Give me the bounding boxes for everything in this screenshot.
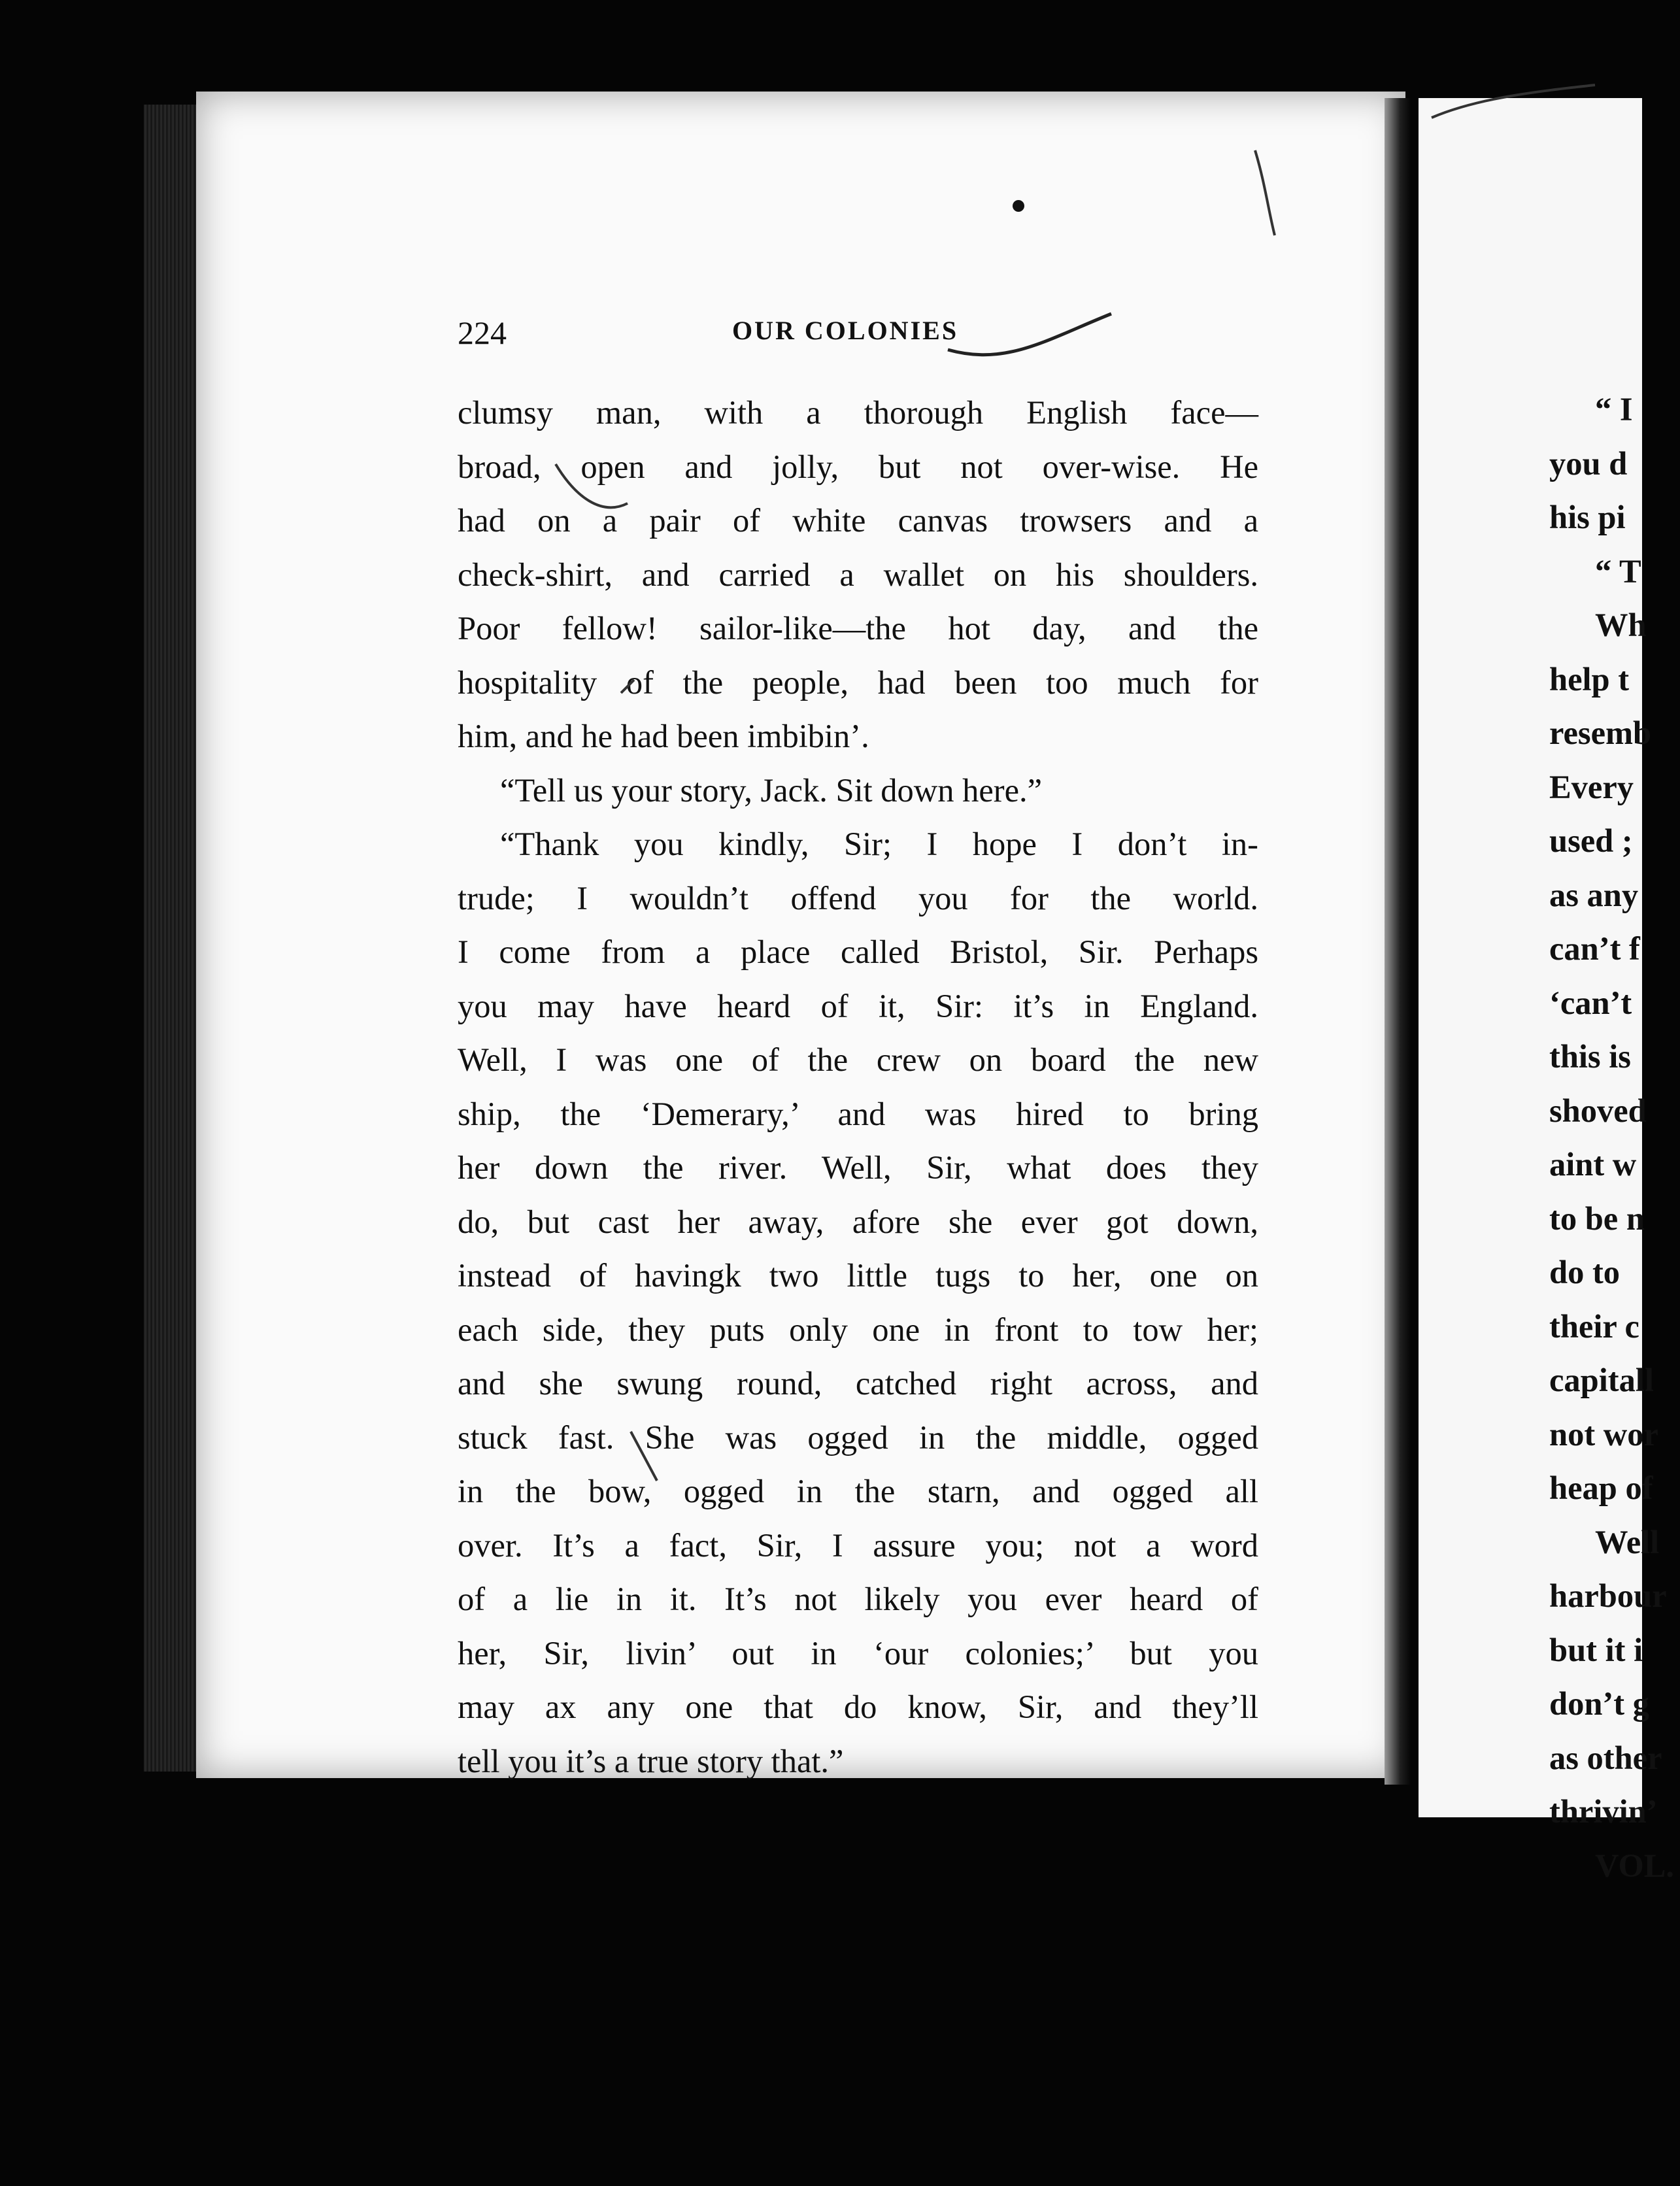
- fragment-line: as any: [1549, 876, 1639, 913]
- text-line: had on a pair of white canvas trowsers and a: [458, 502, 1258, 539]
- page-number: 224: [458, 314, 507, 351]
- fragment-line: can’t f: [1549, 930, 1640, 967]
- right-page-fragments: [1549, 382, 1680, 1892]
- text-line: her down the river. Well, Sir, what does they: [458, 1149, 1258, 1186]
- text-line: over. It’s a fact, Sir, I assure you; not a word: [458, 1526, 1258, 1564]
- text-line: “Thank you kindly, Sir; I hope I don’t in-: [500, 826, 1258, 862]
- text-line: may ax any one that do know, Sir, and they’ll: [458, 1689, 1258, 1725]
- fragment-line: used ;: [1549, 822, 1633, 859]
- fragment-line: heap of: [1549, 1470, 1653, 1506]
- fragment-line: their c: [1549, 1307, 1639, 1345]
- left-page-body: [458, 386, 1258, 1788]
- fragment-line: help t: [1549, 660, 1630, 698]
- text-line: hospitality of the people, had been too much for: [458, 664, 1258, 701]
- fragment-line: shoved: [1549, 1092, 1647, 1129]
- text-line: broad, open and jolly, but not over-wise. He: [458, 448, 1258, 485]
- fragment-line: ‘can’t: [1549, 984, 1632, 1021]
- fragment-line: but it i: [1549, 1631, 1643, 1668]
- text-line: check-shirt, and carried a wallet on his shoulders.: [458, 556, 1258, 593]
- text-line: clumsy man, with a thorough English face—: [458, 394, 1258, 431]
- fragment-line: don’t g: [1549, 1685, 1649, 1722]
- fragment-line: VOL.: [1595, 1847, 1675, 1884]
- fragment-line: resemb: [1549, 715, 1652, 751]
- text-line: of a lie in it. It’s not likely you ever heard of: [458, 1581, 1258, 1617]
- fragment-line: this is: [1549, 1038, 1631, 1075]
- fragment-line: capitall: [1549, 1362, 1654, 1398]
- text-line: Well, I was one of the crew on board the new: [458, 1041, 1258, 1078]
- text-line: her, Sir, livin’ out in ‘our colonies;’ but you: [458, 1634, 1258, 1672]
- fragment-line: to be n: [1549, 1200, 1645, 1237]
- fragment-line: Every: [1549, 768, 1634, 805]
- fragment-line: harbour: [1549, 1577, 1667, 1614]
- fragment-line: “ I: [1595, 391, 1633, 428]
- text-line: you may have heard of it, Sir: it’s in England.: [458, 987, 1258, 1024]
- text-line: ship, the ‘Demerary,’ and was hired to bring: [458, 1095, 1258, 1132]
- fragment-line: you d: [1549, 445, 1628, 482]
- book-gutter: [1385, 98, 1411, 1785]
- text-line: instead of havingk two little tugs to her, one on: [458, 1257, 1258, 1294]
- fragment-line: his pi: [1549, 499, 1626, 535]
- text-line: in the bow, ogged in the starn, and ogged all: [458, 1473, 1258, 1509]
- fragment-line: not wor: [1549, 1415, 1658, 1453]
- fragment-line: thrivin’: [1549, 1793, 1658, 1830]
- text-line: I come from a place called Bristol, Sir. Perhaps: [458, 933, 1258, 970]
- text-line: trude; I wouldn’t offend you for the world.: [458, 879, 1258, 916]
- text-line: him, and he had been imbibin’.: [458, 718, 869, 754]
- text-line: tell you it’s a true story that.”: [458, 1742, 844, 1779]
- page-block-edges: [144, 105, 196, 1772]
- fragment-line: as other: [1549, 1739, 1662, 1776]
- fragment-line: “ T: [1595, 552, 1641, 590]
- fragment-line: Well: [1595, 1523, 1660, 1560]
- text-line: “Tell us your story, Jack. Sit down here.”: [500, 771, 1043, 809]
- text-line: stuck fast. She was ogged in the middle, ogged: [458, 1419, 1258, 1456]
- page-header: [458, 307, 1268, 360]
- fragment-line: aint w: [1549, 1146, 1637, 1183]
- fragment-line: Wh: [1595, 607, 1647, 643]
- fragment-line: do to: [1549, 1254, 1621, 1290]
- text-line: Poor fellow! sailor-like—the hot day, and the: [458, 610, 1258, 647]
- running-head: OUR COLONIES: [732, 316, 959, 345]
- text-line: and she swung round, catched right across, and: [458, 1365, 1258, 1402]
- text-line: each side, they puts only one in front to tow her;: [458, 1311, 1258, 1348]
- text-line: do, but cast her away, afore she ever got down,: [458, 1203, 1258, 1240]
